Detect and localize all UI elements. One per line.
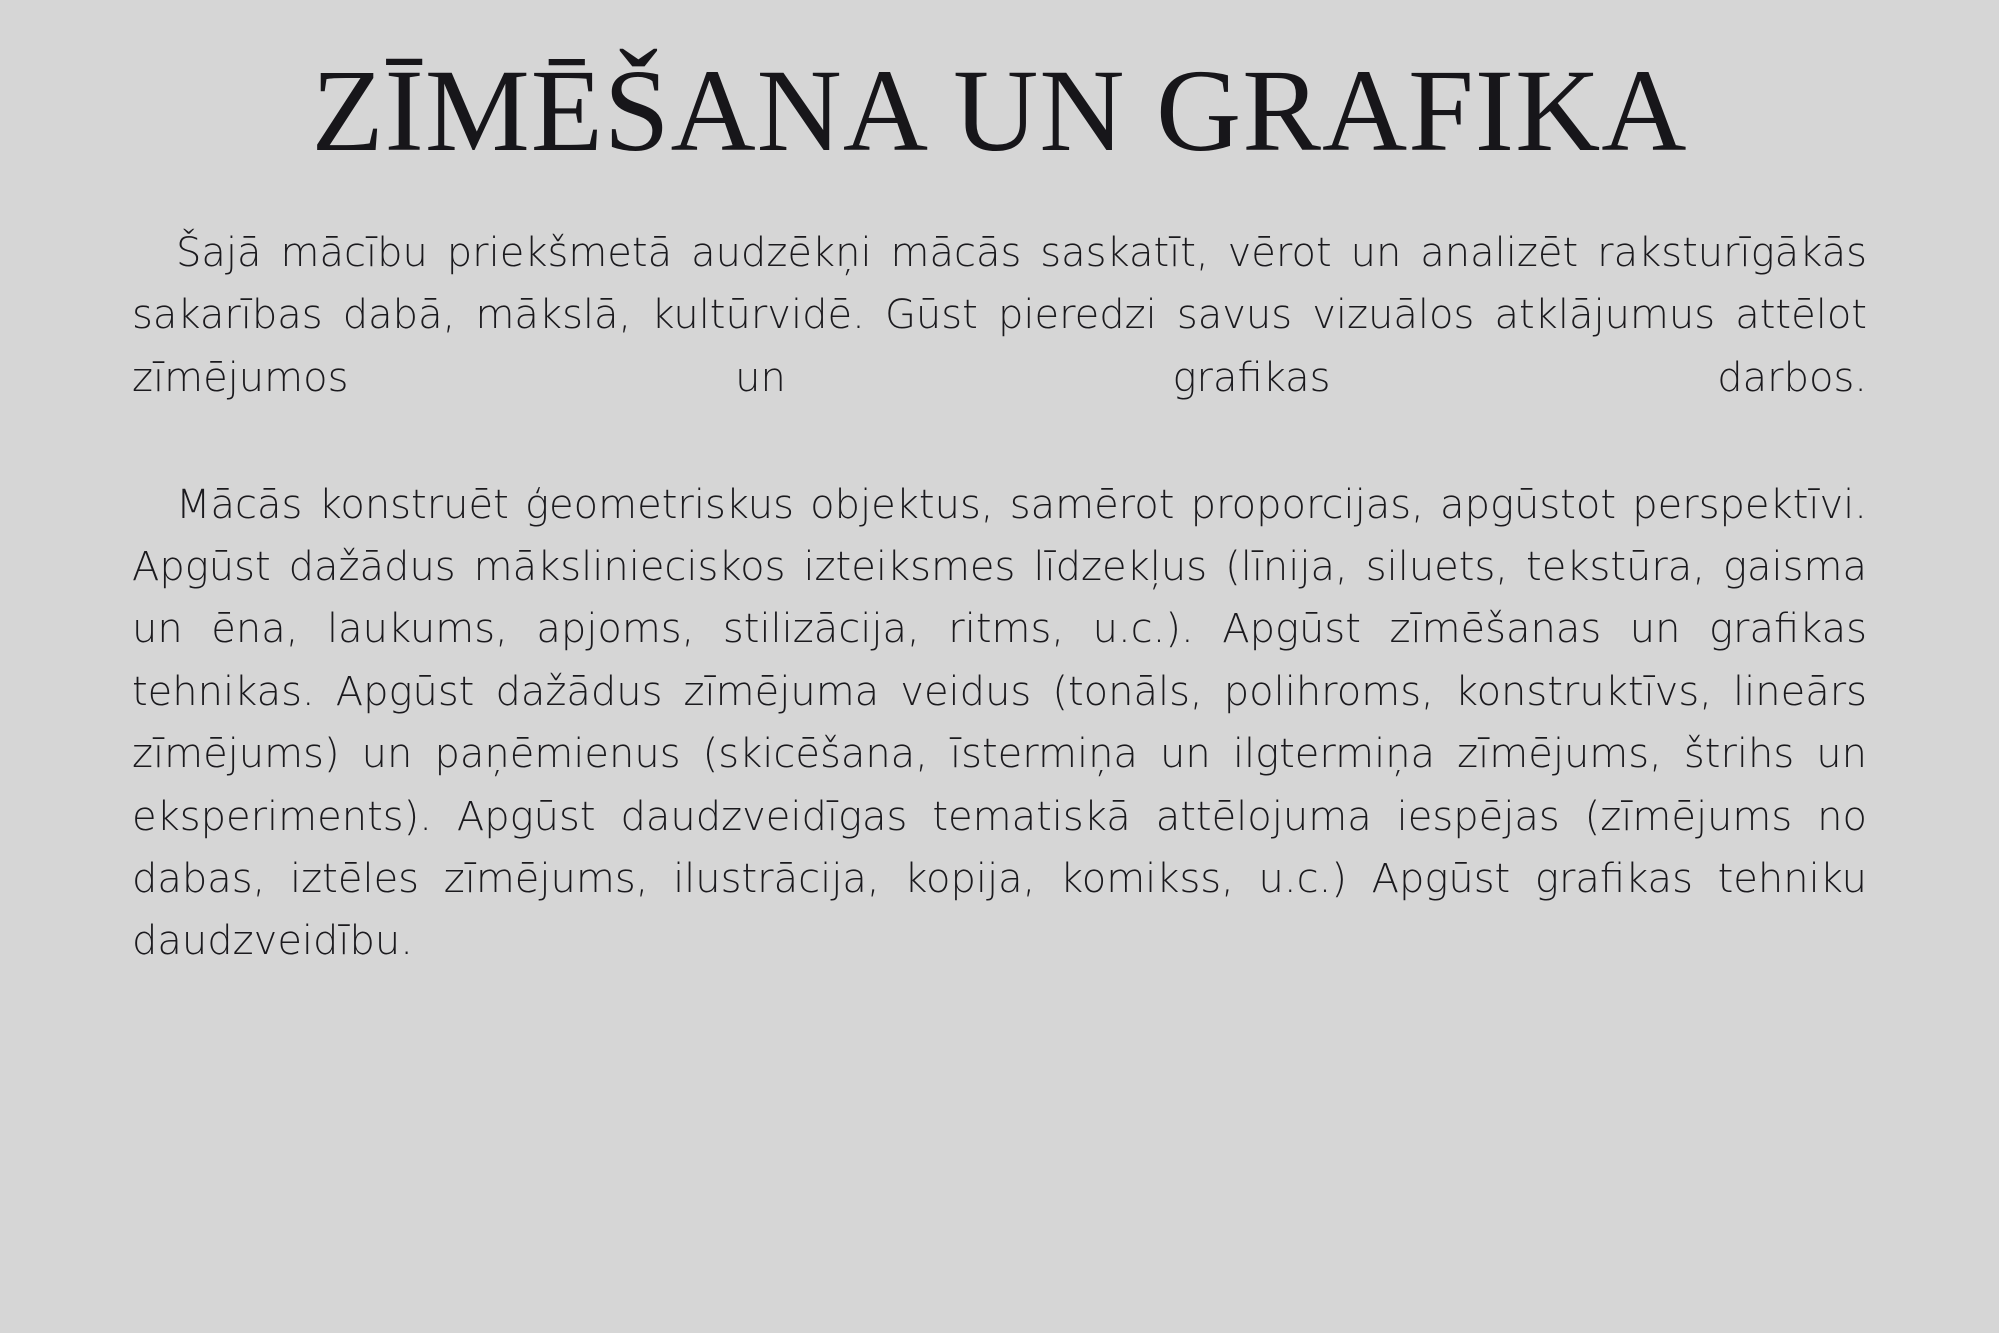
document-body [0, 170, 1999, 1035]
paragraph-1: Šajā mācību priekšmetā audzēkņi mācās saskatīt, vērot un analizēt raksturīgākās sakarības dabā, mākslā, kultūrvidē. Gūst pieredzi savus vizuālos atklājumus attēlot zīmējumos un grafikas darbos. [132, 230, 1867, 401]
page-title: ZĪMĒŠANA UN GRAFIKA [311, 45, 1688, 176]
paragraph-2: Mācās konstruēt ģeometriskus objektus, samērot proporcijas, apgūstot perspektīvi. Apgūst dažādus mākslinieciskos izteiksmes līdzekļus (līnija, siluets, tekstūra, gaisma un ēna, laukums, apjoms, stilizācija, ritms, u.c.). Apgūst zīmēšanas un grafikas tehnikas. Apgūst dažādus zīmējuma veidus (tonāls, polihroms, konstruktīvs, lineārs zīmējums) un paņēmienus (skicēšana, īstermiņa un ilgtermiņa zīmējums, štrihs un eksperiments). Apgūst daudzveidīgas tematiskā attēlojuma iespējas (zīmējums no dabas, iztēles zīmējums, ilustrācija, kopija, komikss, u.c.) Apgūst grafikas tehniku daudzveidību. [132, 481, 1867, 965]
